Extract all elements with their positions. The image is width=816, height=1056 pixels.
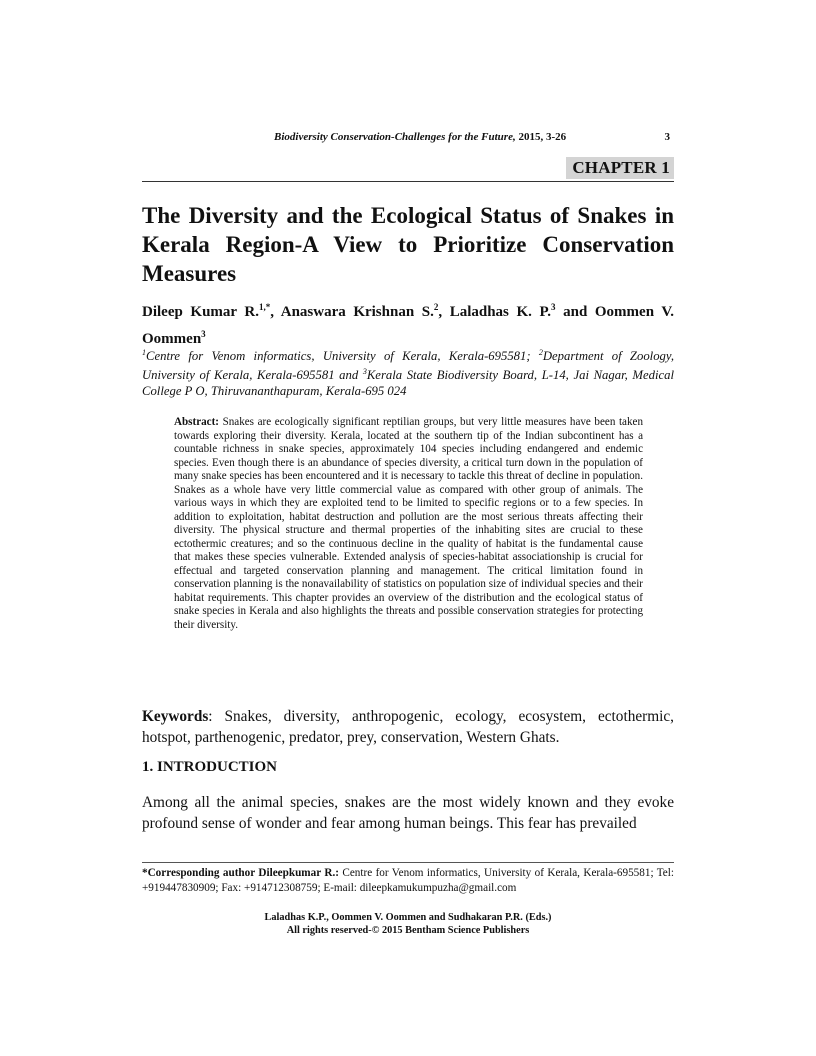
abstract-text: Snakes are ecologically significant reptilian groups, but very little measures have been taken towards exploring their diversity. Kerala, located at the southern tip of the Indian subcontinent has a countable richness in snake species, approximately 104 species including endangered and endemic species. Even though there is an abundance of species diversity, a critical turn down in the population of many snake species has been encountered and it is necessary to tackle this threat of decline in population. Snakes as a whole have very little commercial value as compared with other group of animals. The various ways in which they are exploited tend to be limited to specific regions or to a few species. In addition to exploitation, habitat destruction and pollution are the most serious threats affecting their diversity. The physical structure and thermal properties of the inhabiting sites are crucial to these ectothermic creatures; and so the continuous decline in the quality of habitat is the fundamental cause that makes these species vulnerable. Extended analysis of species-habitat associationship is crucial for effectual and targeted conservation planning and management. The critical limitation found in conservation planning is the nonavailability of statistics on population size of individual species and their habitat requirements. This chapter provides an overview of the distribution and the ecological status of snake species in Kerala and also highlights the threats and possible conservation strategies for protecting their diversity. bbox=[174, 416, 643, 631]
paper-title: The Diversity and the Ecological Status of Snakes in Kerala Region-A View to Prioritize Conservation Measures bbox=[142, 203, 674, 286]
keywords-text: : Snakes, diversity, anthropogenic, ecology, ecosystem, ectothermic, hotspot, parthenogenic, predator, prey, conservation, Western Ghats. bbox=[142, 708, 674, 746]
author-separator: , bbox=[438, 304, 450, 320]
author-separator: and bbox=[555, 304, 595, 320]
footnote bbox=[142, 866, 674, 896]
keywords bbox=[142, 707, 674, 748]
intro-paragraph: Among all the animal species, snakes are the most widely known and they evoke profound sense of wonder and fear among human beings. This fear has prevailed bbox=[142, 794, 674, 832]
abstract-label: Abstract: bbox=[174, 416, 219, 428]
affiliations bbox=[142, 345, 674, 399]
journal-citation bbox=[274, 131, 566, 143]
chapter-divider bbox=[142, 181, 674, 182]
page-number: 3 bbox=[664, 131, 670, 143]
author-name: Dileep Kumar R. bbox=[142, 304, 259, 320]
keywords-label: Keywords bbox=[142, 708, 209, 725]
journal-year-pages: 2015, 3-26 bbox=[518, 131, 567, 143]
affil-text: Kerala State Biodiversity Board, L-14, Jai Nagar, Medical College P O, Thiruvananthapuram, Kerala-695 024 bbox=[142, 368, 674, 399]
affil-text: Department of Zoology, University of Kerala, Kerala-695581 and bbox=[142, 349, 674, 383]
footnote-text: Centre for Venom informatics, University of Kerala, Kerala-695581; Tel: +919447830909; Fax: +914712308759; E-mail: dileepkamukumpuzha@gmail.com bbox=[142, 867, 674, 894]
footnote-label: *Corresponding author Dileepkumar R.: bbox=[142, 867, 339, 879]
chapter-label: CHAPTER 1 bbox=[566, 157, 674, 179]
affil-sup: 1 bbox=[142, 348, 146, 357]
author-sup: 3 bbox=[201, 329, 206, 339]
copyright-line: All rights reserved-© 2015 Bentham Science Publishers bbox=[286, 925, 530, 936]
author-list bbox=[142, 296, 674, 350]
author-sup: 2 bbox=[433, 302, 439, 312]
author-name: Anaswara Krishnan S. bbox=[280, 304, 434, 320]
author-sup: 3 bbox=[551, 302, 556, 312]
publisher-info bbox=[142, 911, 674, 937]
affil-sup: 2 bbox=[538, 348, 543, 357]
affil-text: Centre for Venom informatics, University of Kerala, Kerala-695581; bbox=[146, 349, 539, 364]
author-sup: 1,* bbox=[258, 302, 271, 312]
affil-sup: 3 bbox=[362, 367, 367, 377]
journal-name: Biodiversity Conservation-Challenges for the Future, bbox=[274, 131, 516, 143]
author-name: Oommen V. Oommen bbox=[142, 304, 674, 347]
author-name: Laladhas K. P. bbox=[449, 304, 552, 320]
author-separator: , bbox=[270, 304, 281, 320]
footnote-divider bbox=[142, 862, 674, 863]
abstract bbox=[174, 416, 643, 632]
section-heading: 1. INTRODUCTION bbox=[142, 759, 278, 775]
editors-line: Laladhas K.P., Oommen V. Oommen and Sudhakaran P.R. (Eds.) bbox=[264, 912, 552, 923]
